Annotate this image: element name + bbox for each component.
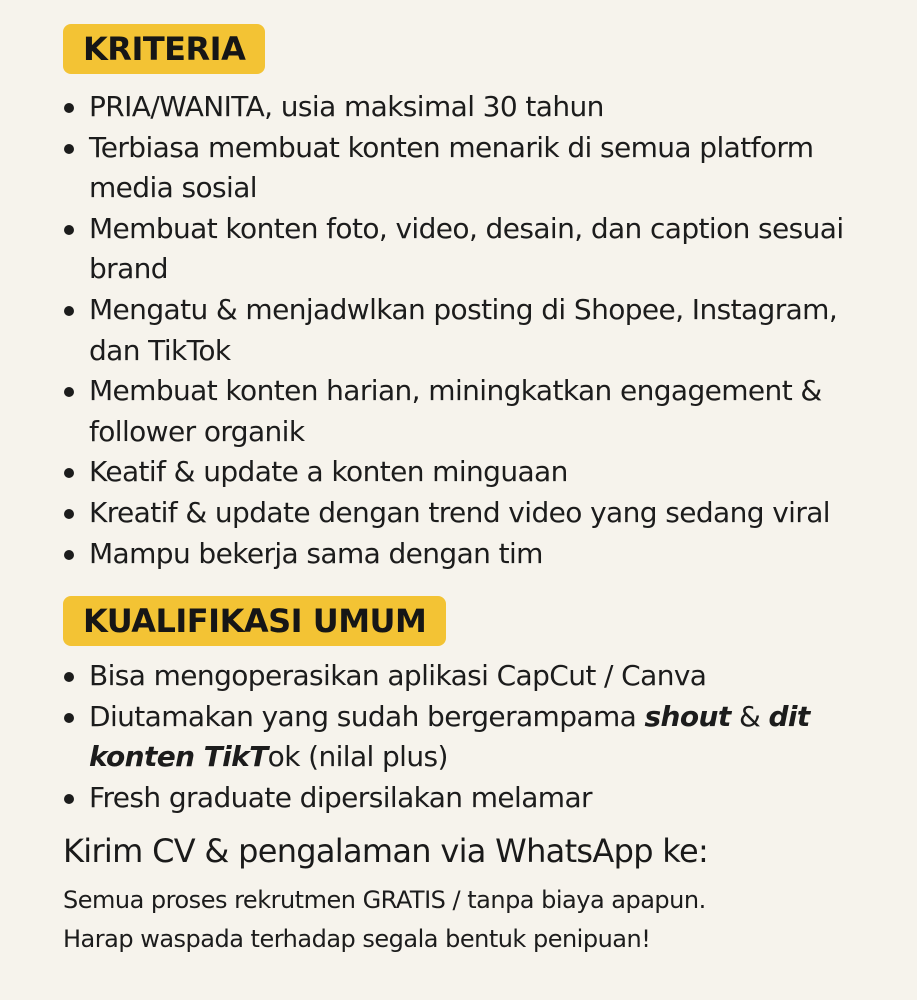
list-item-emphasis: dit konten TikT xyxy=(89,699,810,774)
list-item-text: & xyxy=(730,699,769,733)
list-item-text: Diutamakan yang sudah bergerampama xyxy=(89,699,645,733)
list-item: Mengatu & menjadwlkan posting di Shopee, Instagram, dan TikTok xyxy=(62,290,892,371)
list-item: Terbiasa membuat konten menarik di semua platform media sosial xyxy=(62,128,892,209)
list-item: PRIA/WANITA, usia maksimal 30 tahun xyxy=(62,87,892,128)
section-title-kualifikasi: KUALIFIKASI UMUM xyxy=(63,596,446,646)
list-item: Mampu bekerja sama dengan tim xyxy=(62,534,892,575)
notice-free-recruitment: Semua proses rekrutmen GRATIS / tanpa biaya apapun. xyxy=(63,886,706,914)
list-item: Kreatif & update dengan trend video yang sedang viral xyxy=(62,493,892,534)
list-item: Membuat konten foto, video, desain, dan caption sesuai brand xyxy=(62,209,892,290)
list-item: Bisa mengoperasikan aplikasi CapCut / Canva xyxy=(62,656,892,697)
list-item: Keatif & update a konten minguaan xyxy=(62,452,892,493)
notice-fraud-warning: Harap waspada terhadap segala bentuk penipuan! xyxy=(63,925,651,953)
list-item-text: ok (nilal plus) xyxy=(267,740,448,774)
kualifikasi-list xyxy=(62,656,892,818)
section-title-kriteria: KRITERIA xyxy=(63,24,265,74)
list-item: Fresh graduate dipersilakan melamar xyxy=(62,778,892,819)
kriteria-list xyxy=(62,87,892,574)
list-item-emphasis: shout xyxy=(644,699,731,733)
list-item-mixed xyxy=(62,697,892,778)
contact-heading: Kirim CV & pengalaman via WhatsApp ke: xyxy=(63,832,709,870)
list-item: Membuat konten harian, miningkatkan engagement & follower organik xyxy=(62,371,892,452)
